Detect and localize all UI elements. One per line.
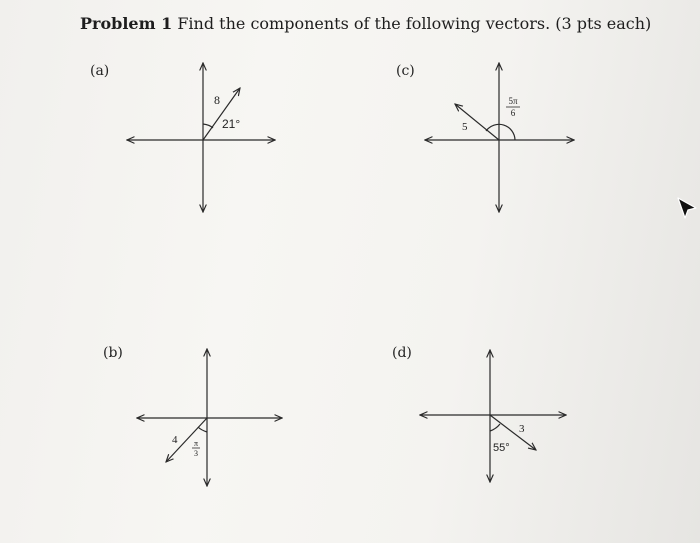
figure-b-angle-numerator: π bbox=[193, 439, 199, 448]
figure-c-magnitude: 5 bbox=[462, 121, 468, 133]
figure-b-angle-arc bbox=[198, 427, 207, 432]
figure-a-magnitude: 8 bbox=[214, 93, 220, 107]
figure-a-angle: 21° bbox=[222, 117, 241, 131]
figure-d bbox=[420, 350, 566, 482]
figure-a-angle-arc bbox=[203, 124, 213, 128]
problem-instructions: Find the components of the following vectors. (3 pts each) bbox=[177, 14, 652, 33]
figure-b-magnitude: 4 bbox=[172, 434, 178, 446]
part-c-label: (c) bbox=[396, 63, 415, 79]
problem-number: Problem 1 bbox=[80, 14, 173, 33]
figure-d-angle-arc bbox=[490, 424, 500, 431]
part-b-label: (b) bbox=[103, 345, 123, 361]
figure-a-vector bbox=[203, 88, 240, 140]
figure-a bbox=[127, 63, 275, 212]
figure-c-angle-numerator: 5π bbox=[508, 96, 518, 106]
figure-c-angle-denominator: 6 bbox=[510, 108, 516, 118]
figure-d-magnitude: 3 bbox=[519, 423, 525, 435]
figure-c bbox=[425, 63, 574, 212]
figure-b bbox=[137, 349, 282, 486]
figure-b-angle-denominator: 3 bbox=[194, 449, 198, 458]
part-a-label: (a) bbox=[90, 63, 110, 79]
arrow-pointer-icon bbox=[676, 196, 698, 226]
figure-d-angle: 55° bbox=[493, 442, 510, 454]
part-d-label: (d) bbox=[392, 345, 412, 361]
